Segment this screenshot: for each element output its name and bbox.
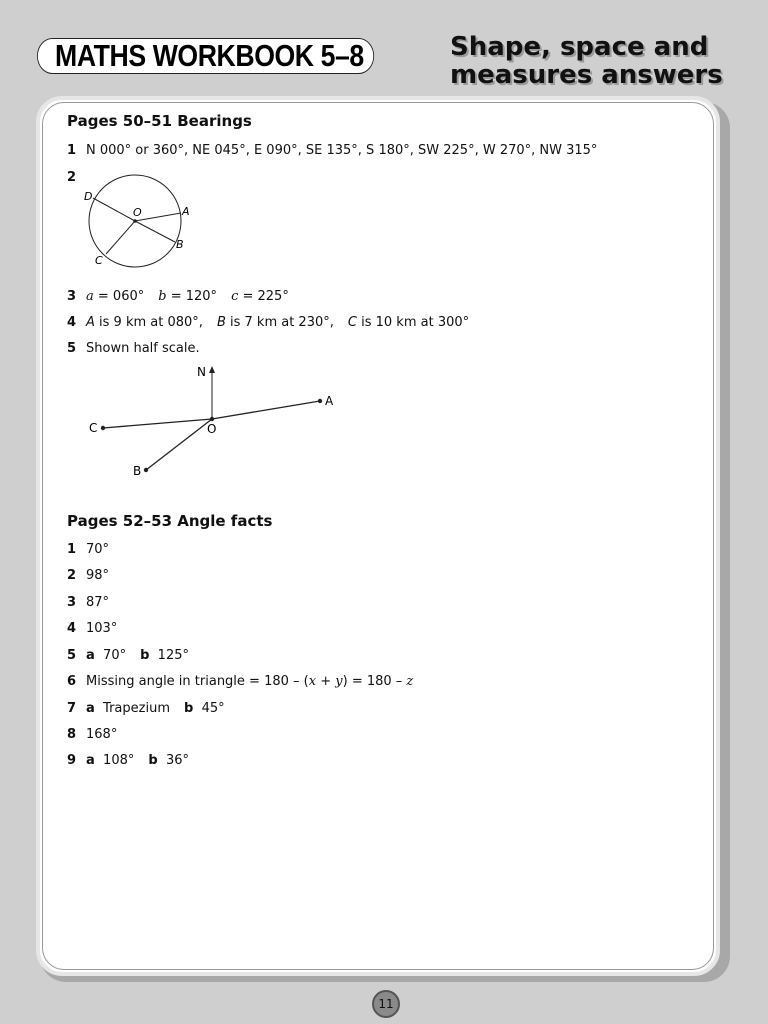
bearings-q1 bbox=[67, 143, 597, 158]
label-b: B bbox=[133, 464, 142, 477]
point-o bbox=[210, 417, 214, 421]
label-o: O bbox=[207, 422, 217, 436]
label-c: C bbox=[95, 254, 103, 267]
line-ob bbox=[135, 221, 175, 242]
answer-text: 98° bbox=[86, 568, 110, 583]
line-oc bbox=[106, 221, 135, 254]
label-o: O bbox=[133, 206, 142, 219]
bearings-q5 bbox=[67, 341, 200, 356]
var-y: y bbox=[335, 674, 343, 689]
line-oa bbox=[135, 213, 181, 221]
point-b: B bbox=[216, 315, 226, 330]
question-number: 5 bbox=[67, 341, 77, 356]
question-number: 4 bbox=[67, 315, 77, 330]
page-number: 11 bbox=[372, 990, 400, 1018]
line-oc bbox=[103, 419, 212, 428]
label-b: B bbox=[176, 238, 184, 251]
angles-q4 bbox=[67, 621, 117, 636]
point-a: A bbox=[86, 315, 95, 330]
var-b: b bbox=[158, 289, 167, 304]
centre-point bbox=[133, 219, 137, 223]
part-b: b bbox=[148, 753, 158, 768]
part-a-answer: Trapezium bbox=[103, 701, 170, 716]
angles-q3 bbox=[67, 595, 109, 610]
scale-bearings-diagram bbox=[87, 362, 347, 477]
question-number: 3 bbox=[67, 289, 77, 304]
angles-heading: Pages 52–53 Angle facts bbox=[67, 512, 273, 530]
question-number: 8 bbox=[67, 727, 77, 742]
angles-q5 bbox=[67, 648, 189, 663]
section-title-line2: measures answers bbox=[450, 60, 723, 90]
answer-text: 103° bbox=[86, 621, 118, 636]
label-n: N bbox=[197, 365, 206, 379]
answer-text-mid: ) = 180 – bbox=[342, 674, 407, 689]
book-title: MATHS WORKBOOK 5–8 bbox=[37, 38, 374, 74]
bearings-q3 bbox=[67, 289, 289, 304]
question-number: 5 bbox=[67, 648, 77, 663]
question-number: 2 bbox=[67, 568, 77, 583]
section-title bbox=[450, 33, 750, 89]
var-c: c bbox=[231, 289, 239, 304]
question-number: 7 bbox=[67, 701, 77, 716]
point-c: C bbox=[347, 315, 357, 330]
question-number: 2 bbox=[67, 170, 77, 185]
bearings-q4 bbox=[67, 315, 469, 330]
answer-text: 87° bbox=[86, 595, 110, 610]
angles-q1 bbox=[67, 542, 109, 557]
line-ob bbox=[146, 419, 212, 470]
question-number: 1 bbox=[67, 143, 77, 158]
part-b-answer: 125° bbox=[157, 648, 189, 663]
question-number: 3 bbox=[67, 595, 77, 610]
answer-text-pre: Missing angle in triangle = 180 – ( bbox=[86, 674, 309, 689]
angles-q8 bbox=[67, 727, 117, 742]
label-c: C bbox=[89, 421, 98, 435]
label-d: D bbox=[84, 190, 93, 203]
part-b-answer: 36° bbox=[165, 753, 189, 768]
label-a: A bbox=[325, 394, 334, 408]
answer-text: N 000° or 360°, NE 045°, E 090°, SE 135°, S 180°, SW 225°, W 270°, NW 315° bbox=[86, 143, 598, 158]
section-title-line1: Shape, space and bbox=[450, 32, 709, 62]
var-a: a bbox=[86, 289, 94, 304]
angles-q7 bbox=[67, 701, 225, 716]
label-a: A bbox=[182, 205, 190, 218]
point-b-text: is 7 km at 230°, bbox=[225, 315, 334, 330]
part-a: a bbox=[86, 701, 95, 716]
val-c: = 225° bbox=[238, 289, 289, 304]
question-number: 6 bbox=[67, 674, 77, 689]
part-b: b bbox=[183, 701, 194, 716]
val-b: = 120° bbox=[166, 289, 218, 304]
point-c bbox=[101, 426, 105, 430]
angles-q9 bbox=[67, 753, 189, 768]
question-number: 1 bbox=[67, 542, 77, 557]
val-a: = 060° bbox=[93, 289, 145, 304]
angles-q2 bbox=[67, 568, 109, 583]
answer-text: 168° bbox=[86, 727, 118, 742]
part-b-answer: 45° bbox=[201, 701, 225, 716]
line-oa bbox=[212, 401, 320, 419]
point-b bbox=[144, 468, 148, 472]
line-od bbox=[93, 198, 135, 221]
answer-text: 70° bbox=[86, 542, 110, 557]
angles-q6 bbox=[67, 674, 413, 689]
point-c-text: is 10 km at 300° bbox=[356, 315, 470, 330]
point-a-text: is 9 km at 080°, bbox=[94, 315, 203, 330]
var-x: x bbox=[308, 674, 317, 689]
part-a: a bbox=[86, 648, 95, 663]
var-z: z bbox=[406, 674, 414, 689]
question-number: 9 bbox=[67, 753, 77, 768]
part-a-answer: 108° bbox=[103, 753, 135, 768]
point-a bbox=[318, 399, 322, 403]
north-arrow-icon bbox=[209, 366, 215, 373]
part-b: b bbox=[140, 648, 150, 663]
question-number: 4 bbox=[67, 621, 77, 636]
circle-bearings-diagram bbox=[79, 172, 199, 272]
answer-text: Shown half scale. bbox=[86, 341, 200, 356]
plus-sign: + bbox=[316, 674, 336, 689]
part-a: a bbox=[86, 753, 95, 768]
bearings-heading: Pages 50–51 Bearings bbox=[67, 112, 252, 130]
part-a-answer: 70° bbox=[103, 648, 127, 663]
